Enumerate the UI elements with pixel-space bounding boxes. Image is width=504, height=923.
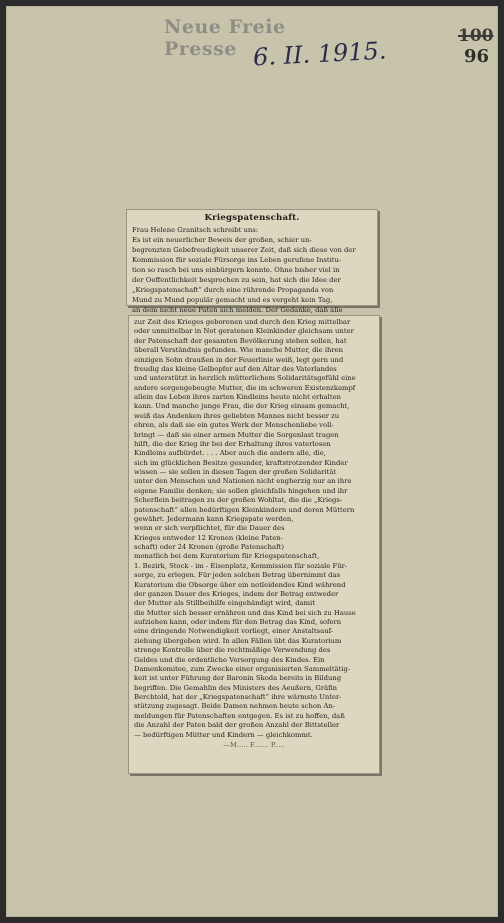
text-line: Frau Helene Granitsch schreibt uns: — [132, 226, 259, 234]
text-line: Krieges entweder 12 Kronen (kleine Paten- — [134, 533, 283, 542]
text-line: meldungen für Patenschaften entgegen. Es ist zu hoffen, daß — [134, 711, 345, 720]
text-line: Es ist ein neuerlicher Beweis der großen, schier un- — [132, 236, 312, 245]
text-line: Mund zu Mund populär gemacht und es vergeht kein Tag, — [132, 296, 333, 305]
article-title: Kriegspatenschaft. — [204, 213, 300, 223]
text-line: Kuratorium die Obsorge über ein notleidendes Kind während — [134, 580, 346, 589]
text-line: freudig das kleine Gelbopfer auf den Altar des Vaterlandes — [134, 364, 337, 373]
folio-old-number: 100 — [458, 26, 494, 46]
clipping-top — [126, 209, 378, 315]
text-line: sich im glücklichen Besitze gesunder, kraftstrotzender Kinder — [134, 458, 348, 467]
text-line: Kindleins aufbürdet. . . . Aber auch die andern alle, die, — [134, 449, 326, 458]
text-line: an dem nicht neue Paten sich melden. Der Gedanke, daß alle — [132, 306, 343, 315]
text-line: schaft) oder 24 Kronen (große Patenschaft) — [134, 543, 284, 551]
text-line: der Patenschaft der gesamten Bevölkerung stehen sollen, hat — [134, 336, 347, 345]
text-line: ziehung übergeben wird. In allen Fällen übt das Kuratorium — [134, 636, 342, 645]
text-line: sorge, zu erlegen. Für jeden solchen Betrag übernimmt das — [134, 571, 341, 580]
text-line: die Anzahl der Paten bald der großen Anzahl der Bittsteller — [134, 721, 340, 730]
text-line: allein das Leben ihres zarten Kindleins heute nicht erhalten — [134, 393, 341, 401]
text-line: „Kriegspatenschaft“ durch eine rührende Propaganda von — [132, 286, 334, 295]
text-line: keit ist unter Führung der Baronin Skoda bereits in Bildung — [134, 674, 342, 683]
text-line: und unterstützt in herzlich mütterlichem Solidaritätsgefühl eine — [134, 374, 356, 383]
text-line: Kommission für soziale Fürsorge ins Leben gerufene Institu- — [132, 256, 342, 265]
text-line: oder unmittelbar in Not geratenen Kleinkinder gleichsam unter — [134, 327, 354, 336]
text-line: begrenzten Gebefreudigkeit unserer Zeit, daß sich diese von der — [132, 246, 356, 255]
text-line: andere sorgengebeugte Mutter, die im schweren Existenzkampf — [134, 383, 356, 392]
folio-number: 96 — [464, 46, 490, 67]
text-line: Geldes und die ordentliche Versorgung des Kindes. Ein — [134, 655, 325, 664]
text-line: zur Zeit des Krieges geborenen und durch den Krieg mittelbar — [134, 318, 351, 326]
text-line: bringt — daß sie einer armen Mutter die Sorgenlast tragen — [134, 430, 339, 439]
text-line: hilft, die der Krieg ihr bei der Erhaltung ihres vaterlosen — [134, 439, 331, 448]
article-text-bottom — [129, 316, 379, 740]
text-line: Damenkomitee, zum Zwecke einer organisierten Sammeltätig- — [134, 664, 351, 673]
text-line: Berchtold, hat der „Kriegspatenschaft“ ihre wärmste Unter- — [134, 693, 342, 701]
text-line: der ganzen Dauer des Krieges, indem der Betrag entweder — [134, 589, 339, 598]
text-line: eine dringende Notwendigkeit vorliegt, einer Anstaltsauf- — [134, 627, 334, 636]
text-line: wenn er sich verpflichtet, für die Dauer des — [134, 524, 285, 533]
text-line: gewährt. Jedermann kann Kriegspate werden, — [134, 514, 294, 523]
text-line: wissen — sie sollen in diesen Tagen der großen Solidarität — [134, 468, 337, 476]
text-line: der Mutter als Stillbeihilfe eingehändigt wird, damit — [134, 599, 315, 608]
text-line: einzigen Sohn draußen in der Feuerlinie weiß, legt gern und — [134, 355, 344, 364]
text-line: unter den Menschen und Nationen nicht engherzig nur an ihre — [134, 477, 352, 486]
text-line: ehren, als daß sie ein gutes Werk der Menschenliebe voll- — [134, 421, 334, 430]
text-line: kann. Und manche junge Frau, die der Krieg einsam gemacht, — [134, 402, 350, 411]
text-line: Scherflein beitragen zu der großen Wohltat, die die „Kriegs- — [134, 496, 343, 505]
text-line: tion so rasch bei uns einbürgern konnte. Ohne bisher viel in — [132, 266, 340, 275]
text-line: stützung zugesagt. Beide Damen nehmen heute schon An- — [134, 702, 336, 711]
text-line: die Mutter sich besser ernähren und das Kind bei sich zu Hause — [134, 608, 356, 617]
text-line: aufziehen kann, oder indem für den Betrag das Kind, sofern — [134, 618, 342, 626]
clipping-bottom — [128, 315, 380, 774]
text-line: — bedürftigen Mütter und Kindern — gleichkommt. — [134, 730, 313, 739]
text-line: monatlich bei dem Kuratorium für Kriegspatenschaft, — [134, 552, 320, 561]
text-line: der Oeffentlichkeit besprochen zu sein, hat sich die Idee der — [132, 276, 341, 285]
text-line: überall Verständnis gefunden. Wie manche Mutter, die ihren — [134, 346, 344, 355]
article-text-top — [127, 225, 377, 315]
handwritten-date: 6. II. 1915. — [252, 36, 388, 72]
text-line: eigene Familie denken; sie sollen gleichfalls hingehen und ihr — [134, 486, 348, 495]
text-line: weiß das Andenken ihres geliebten Mannes nicht besser zu — [134, 411, 340, 420]
text-line: 1. Bezirk, Stock - im - Eisenplatz, Kommission für soziale Für- — [134, 561, 348, 570]
text-line: strenge Kontrolle über die rechtmäßige Verwendung des — [134, 646, 331, 655]
text-line: patenschaft“ allen bedürftigen Kleinkindern und deren Müttern — [134, 505, 355, 514]
newspaper-stamp: Neue Freie Presse — [164, 16, 286, 60]
clipping-footer-fragment: —M..... F....... P..... — [223, 740, 285, 749]
text-line: begriffen. Die Gemahlin des Ministers des Aeußern, Gräfin — [134, 683, 338, 692]
